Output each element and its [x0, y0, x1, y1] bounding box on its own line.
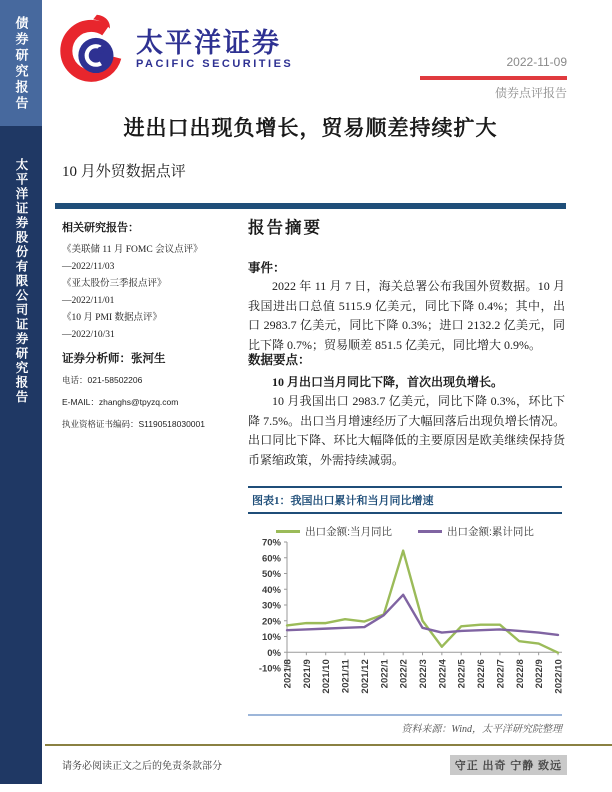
page-title: 进出口出现负增长，贸易顺差持续扩大 — [123, 116, 498, 140]
report-type-label: 债券点评报告 — [494, 86, 567, 100]
list-item — [62, 242, 230, 276]
event-heading: 事件： — [248, 261, 286, 275]
svg-text:2021/10: 2021/10 — [321, 659, 333, 694]
figure-mid-rule — [248, 512, 562, 514]
brand-text — [136, 12, 293, 70]
svg-text:2022/2: 2022/2 — [398, 659, 410, 689]
svg-text:2022/7: 2022/7 — [495, 659, 507, 689]
report-date: 2022-11-09 — [506, 55, 567, 69]
legend-item-monthly — [276, 524, 392, 539]
analyst-cert: 执业资格证书编码：S1190518030001 — [62, 419, 205, 429]
related-report-date: —2022/10/31 — [62, 330, 115, 340]
footer-disclaimer: 请务必阅读正文之后的免责条款部分 — [62, 761, 222, 772]
export-growth-chart — [250, 538, 565, 710]
data-points-heading: 数据要点： — [248, 353, 311, 367]
sidebar-band-bottom-label: 太平洋证券股份有限公司证券研究报告 — [14, 158, 28, 405]
svg-text:2022/9: 2022/9 — [534, 659, 546, 689]
brand-name-en: PACIFIC SECURITIES — [136, 58, 294, 70]
related-report-date: —2022/11/03 — [62, 262, 115, 272]
sidebar-band-top-label: 债券研究报告 — [13, 16, 29, 112]
brand-name-cn: 太平洋证券 — [136, 28, 281, 58]
svg-text:20%: 20% — [261, 616, 281, 628]
legend-label-cumulative: 出口金额:累计同比 — [447, 526, 534, 538]
figure-top-rule — [248, 486, 562, 488]
related-report-date: —2022/11/01 — [62, 296, 115, 306]
svg-text:2021/8: 2021/8 — [282, 659, 294, 689]
sidebar-band-bond-research — [0, 0, 42, 126]
figure-title: 图表1：我国出口累计和当月同比增速 — [252, 495, 434, 507]
related-report-title: 《美联储 11 月 FOMC 会议点评》 — [62, 245, 203, 255]
svg-text:60%: 60% — [261, 553, 281, 565]
svg-text:2022/10: 2022/10 — [553, 659, 565, 694]
svg-text:2022/4: 2022/4 — [437, 659, 449, 689]
pacific-securities-logo-icon — [58, 12, 132, 86]
chart-legend — [248, 524, 562, 539]
svg-text:2022/5: 2022/5 — [456, 659, 468, 689]
related-reports — [62, 220, 230, 344]
svg-text:10%: 10% — [261, 632, 281, 643]
svg-text:40%: 40% — [261, 584, 281, 596]
footer-rule — [45, 744, 612, 746]
company-logo — [58, 12, 293, 86]
svg-text:2022/1: 2022/1 — [379, 659, 391, 689]
event-paragraph: 2022 年 11 月 7 日，海关总署公布我国外贸数据。10 月我国进出口总值 5115.9 亿美元，同比下降 0.4%；其中，出口 2983.7 亿美元，同比下降 0.3%；进口 2132.2 亿美元，同比下降 0.7%；贸易顺差 851.5 亿美元，同比增大 0.9%。 — [248, 279, 565, 352]
svg-text:70%: 70% — [261, 538, 281, 549]
summary-heading: 报告摘要 — [248, 218, 322, 237]
legend-item-cumulative — [418, 524, 534, 539]
legend-line-purple-icon — [418, 530, 442, 533]
figure-source: 资料来源：Wind，太平洋研究院整理 — [401, 724, 562, 735]
sidebar-band-company — [0, 126, 42, 784]
svg-text:2021/9: 2021/9 — [301, 659, 313, 689]
figure-bottom-rule — [248, 714, 562, 716]
legend-line-green-icon — [276, 530, 300, 533]
svg-text:30%: 30% — [261, 600, 281, 612]
list-item — [62, 310, 230, 344]
svg-text:0%: 0% — [267, 647, 281, 659]
svg-text:2022/8: 2022/8 — [514, 659, 526, 689]
point1-paragraph: 10 月我国出口 2983.7 亿美元，同比下降 0.3%，环比下降 7.5%。出口当月增速经历了大幅回落后出现负增长情况。出口同比下降、环比大幅降低的主要原因是欧美继续保持货币紧缩政策，外需持续减弱。 — [248, 394, 565, 467]
svg-text:2022/6: 2022/6 — [476, 659, 488, 689]
point1-heading: 10 月出口当月同比下降，首次出现负增长。 — [272, 375, 504, 389]
analyst-email: E-MAIL：zhanghs@tpyzq.com — [62, 397, 179, 407]
title-divider-bar — [55, 203, 566, 209]
svg-text:2021/12: 2021/12 — [359, 659, 371, 694]
svg-text:-10%: -10% — [258, 663, 281, 675]
analyst-phone: 电话：021-58502206 — [62, 375, 143, 385]
footer-motto: 守正 出奇 宁静 致远 — [450, 755, 567, 775]
header-red-divider — [420, 76, 567, 80]
svg-text:2021/11: 2021/11 — [340, 659, 352, 694]
analyst-info — [62, 350, 232, 440]
svg-text:2022/3: 2022/3 — [418, 659, 429, 689]
list-item — [62, 276, 230, 310]
related-report-title: 《亚太股份三季报点评》 — [62, 279, 167, 289]
analyst-name-heading: 证券分析师：张河生 — [62, 353, 166, 365]
related-reports-heading: 相关研究报告： — [62, 222, 139, 234]
svg-text:50%: 50% — [261, 569, 281, 580]
page-subtitle: 10 月外贸数据点评 — [62, 164, 186, 180]
legend-label-monthly: 出口金额:当月同比 — [305, 526, 392, 538]
related-report-title: 《10 月 PMI 数据点评》 — [62, 313, 163, 323]
